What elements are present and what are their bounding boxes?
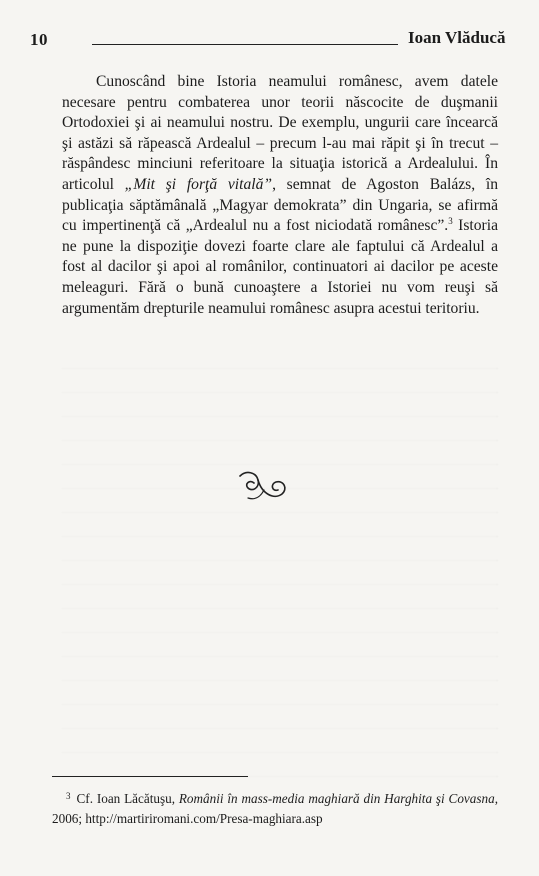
body-text-part-c: Istoria ne pune la dispoziţie dovezi foarte clare ale faptului că Ardealul a fost al dacilor şi apoi al românilor, continuatori ai dacilor pe aceste meleaguri. Fără o bună cunoaştere a Istoriei nu vom reuşi să argumentăm drepturile neamului românesc asupra acestui teritoriu. — [62, 217, 498, 317]
page-number: 10 — [30, 30, 48, 49]
article-title: „Mit şi forţă vitală” — [124, 175, 273, 193]
body-text-part-b: , semnat de Agoston Balázs, în publicaţia săptămânală „Magyar demokrata” din Ungaria, se afirmă cu impertinenţă că „Ardealul nu a fost niciodată românesc”. — [62, 175, 498, 235]
footnote — [52, 786, 498, 829]
footnote-rule — [52, 776, 248, 777]
footnote-mark: 3 — [66, 791, 71, 801]
footnote-prefix: Cf. Ioan Lăcătuşu, — [76, 791, 179, 806]
footnote-reference: 3 — [448, 215, 453, 226]
bleed-through-texture — [62, 345, 498, 777]
flourish-ornament-icon — [234, 468, 290, 504]
header-rule — [92, 44, 398, 45]
running-head-author: Ioan Vlăducă — [408, 28, 506, 47]
body-paragraph — [62, 72, 498, 319]
footnote-title: Românii în mass-media maghiară din Harghita şi Covasna — [178, 791, 495, 806]
footnote-suffix: , 2006; http://martiriromani.com/Presa-maghiara.asp — [52, 791, 498, 826]
body-text-part-a: Cunoscând bine Istoria neamului românesc, avem datele necesare pentru combaterea unor teorii născocite de duşmanii Ortodoxiei şi ai neamului nostru. De exemplu, ungurii care încearcă şi astăzi să răpească Ardealul – precum l-au mai răpit şi în trecut – răspândesc minciuni referitoare la situaţia istorică a Ardealului. În articolul — [62, 73, 498, 193]
